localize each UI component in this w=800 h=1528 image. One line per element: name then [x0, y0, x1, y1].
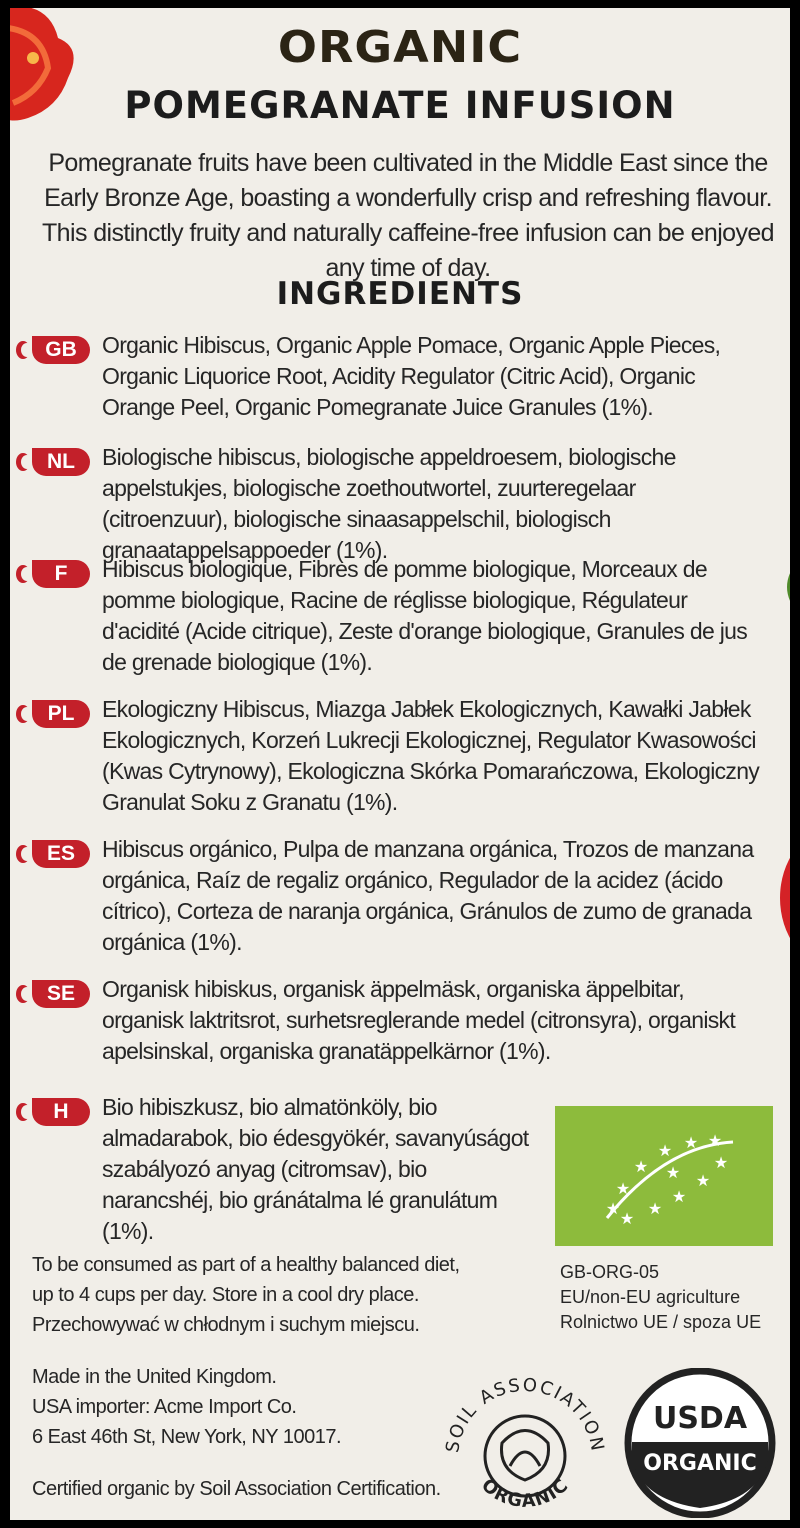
- ingredient-text-pl: Ekologiczny Hibiscus, Miazga Jabłek Ekologicznych, Kawałki Jabłek Ekologicznych, Korzeń Lukrecji Ekologicznej, Regulator Kwasowości (Kwas Cytrynowy), Ekologiczna Skórka Pomarańczowa, Ekologiczny Granulat Soku z Granatu (1%).: [102, 696, 760, 815]
- language-badge-pl: PL: [16, 698, 92, 728]
- svg-text:★: ★: [605, 1199, 621, 1218]
- ingredient-text-gb: Organic Hibiscus, Organic Apple Pomace, Organic Apple Pieces, Organic Liquorice Root, Acidity Regulator (Citric Acid), Organic Orange Peel, Organic Pomegranate Juice Granules (1%).: [102, 332, 721, 420]
- svg-text:★: ★: [647, 1199, 663, 1218]
- svg-text:SOIL ASSOCIATION: SOIL ASSOCIATION: [442, 1374, 609, 1455]
- leaf-illustration: [778, 563, 790, 611]
- svg-text:★: ★: [713, 1153, 729, 1172]
- usage-line: up to 4 cups per day. Store in a cool dry place.: [32, 1284, 419, 1306]
- svg-text:USDA: USDA: [652, 1401, 748, 1436]
- origin-line: USA importer: Acme Import Co.: [32, 1396, 297, 1418]
- origin-line: Made in the United Kingdom.: [32, 1366, 277, 1388]
- svg-text:★: ★: [657, 1141, 673, 1160]
- eu-organic-code: GB-ORG-05: [560, 1262, 660, 1282]
- ingredient-text-f: Hibiscus biologique, Fibres de pomme biologique, Morceaux de pomme biologique, Racine de réglisse biologique, Régulateur d'acidité (Acide citrique), Zeste d'orange biologique, Granules de jus de grenade biologique (1%).: [102, 556, 748, 675]
- soil-association-logo: [430, 1348, 620, 1520]
- language-badge-nl: NL: [16, 446, 92, 476]
- ingredient-text-nl: Biologische hibiscus, biologische appeldroesem, biologische appelstukjes, biologische zoethoutwortel, zuurteregelaar (citroenzuur), biologische sinaasappelschil, biologisch granaatappelsappoeder (1%).: [102, 444, 676, 563]
- svg-text:★: ★: [633, 1157, 649, 1176]
- ingredient-text-es: Hibiscus orgánico, Pulpa de manzana orgánica, Trozos de manzana orgánica, Raíz de regaliz orgánico, Regulador de la acidez (ácido cítrico), Corteza de naranja orgánica, Gránulos de zumo de granada orgánica (1%).: [102, 836, 754, 955]
- language-badge-f: F: [16, 558, 92, 588]
- usage-line: Przechowywać w chłodnym i suchym miejscu.: [32, 1314, 420, 1336]
- ingredients-heading: INGREDIENTS: [276, 276, 524, 312]
- svg-text:★: ★: [619, 1209, 635, 1228]
- title-organic: ORGANIC: [277, 21, 523, 73]
- ingredient-text-se: Organisk hibiskus, organisk äppelmäsk, organiska äppelbitar, organisk laktritsrot, surhetsreglerande medel (citronsyra), organiskt apelsinskal, organiska granatäppelkärnor (1%).: [102, 976, 736, 1064]
- svg-text:★: ★: [665, 1163, 681, 1182]
- product-title: POMEGRANATE INFUSION: [124, 84, 676, 127]
- svg-text:★: ★: [707, 1131, 723, 1150]
- eu-organic-agriculture-pl: Rolnictwo UE / spoza UE: [560, 1312, 762, 1332]
- svg-text:★: ★: [683, 1133, 699, 1152]
- svg-text:★: ★: [615, 1179, 631, 1198]
- origin-line: 6 East 46th St, New York, NY 10017.: [32, 1426, 342, 1448]
- svg-text:ORGANIC: ORGANIC: [477, 1474, 573, 1512]
- eu-organic-agriculture: EU/non-EU agriculture: [560, 1287, 741, 1307]
- svg-text:★: ★: [671, 1187, 687, 1206]
- language-badge-h: H: [16, 1096, 92, 1126]
- usage-info: [32, 1250, 552, 1340]
- eu-organic-text: [560, 1260, 761, 1335]
- eu-organic-leaf-icon: [555, 1106, 773, 1246]
- label-panel: [10, 8, 790, 1520]
- language-badge-es: ES: [16, 838, 92, 868]
- svg-text:★: ★: [695, 1171, 711, 1190]
- certification-text: Certified organic by Soil Association Certification.: [32, 1478, 441, 1500]
- language-badge-gb: GB: [16, 334, 92, 364]
- language-badge-se: SE: [16, 978, 92, 1008]
- pomegranate-illustration: [762, 828, 790, 968]
- ingredient-text-h: Bio hibiszkusz, bio almatönköly, bio almadarabok, bio édesgyökér, savanyúságot szabályozó anyag (citromsav), bio narancshéj, bio gránátalma lé granulátum (1%).: [102, 1094, 529, 1244]
- usda-organic-seal: [618, 1368, 783, 1518]
- usage-line: To be consumed as part of a healthy balanced diet,: [32, 1254, 460, 1276]
- intro-paragraph: Pomegranate fruits have been cultivated in the Middle East since the Early Bronze Age, boasting a wonderfully crisp and refreshing flavour. This distinctly fruity and naturally caffeine-free infusion can be enjoyed any time of day.: [42, 149, 774, 282]
- svg-text:ORGANIC: ORGANIC: [643, 1451, 757, 1476]
